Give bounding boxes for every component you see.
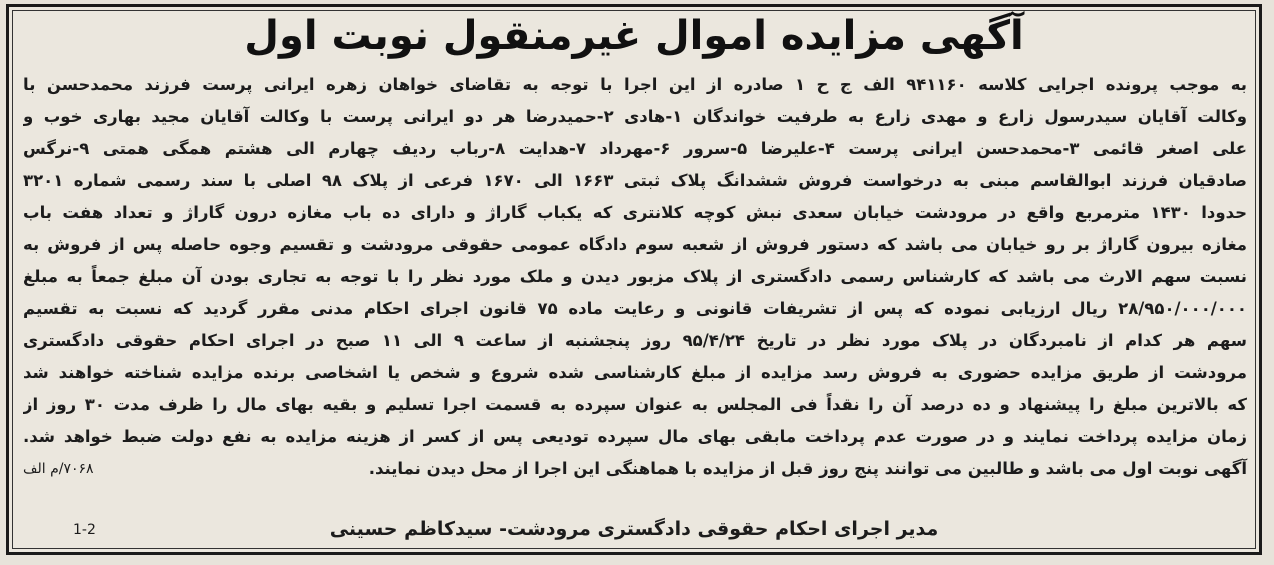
signature-line: مدیر اجرای احکام حقوقی دادگستری مرودشت- سیدکاظم حسینی (329, 518, 939, 540)
body-last-line: آگهی نوبت اول می باشد و طالبین می توانند پنج روز قبل از مزایده با هماهنگی این اجرا از محل دیدن نمایند. (368, 459, 1247, 478)
reference-code: ۷۰۶۸/م الف (23, 461, 94, 477)
body-line: وکالت آقایان سیدرسول زارع و مهدی زارع به طرفیت خواندگان ۱-هادی ۲-حمیدرضا هر دو ایرانی پرست با وکالت آقایان مجید بهاری خوب و (23, 107, 1247, 126)
body-line: ۲۸/۹۵۰/۰۰۰/۰۰۰ ریال ارزیابی نموده که پس از تشریفات قانونی و رعایت ماده ۷۵ قانون اجرای احکام مدنی مقرر گردید که نسبت به تقسیم (23, 299, 1247, 318)
body-line: صادقیان فرزند ابوالقاسم مبنی به درخواست فروش ششدانگ پلاک ثبتی ۱۶۶۳ الی ۱۶۷۰ فرعی از پلاک ۹۸ اصلی با سند رسمی شماره ۳۲۰۱ (23, 171, 1247, 190)
body-line: حدودا ۱۴۳۰ مترمربع واقع در مرودشت خیابان سعدی نبش کوچه کلانتری که یکباب گاراژ و دارای ده باب مغازه درون گاراژ و تعداد هفت باب (23, 203, 1247, 222)
body-line: به موجب پرونده اجرایی کلاسه ۹۴۱۱۶۰ الف ج ح ۱ صادره از این اجرا با توجه به تقاضای خواهان زهره ایرانی پرست فرزند محمدحسن با (23, 75, 1247, 94)
auction-notice (6, 4, 1262, 555)
page-number: 1-2 (73, 522, 96, 538)
body-line: نسبت سهم الارث می باشد که کارشناس رسمی دادگستری از پلاک مزبور دیدن و ملک مورد نظر را با توجه به تجاری بودن آن مبلغ جمعاً به مبلغ (23, 267, 1247, 286)
notice-title: آگهی مزایده اموال غیرمنقول نوبت اول (244, 13, 1024, 59)
body-line: سهم هر کدام از نامبردگان در پلاک مورد نظر در تاریخ ۹۵/۴/۲۴ روز پنجشنبه از ساعت ۹ الی ۱۱ صبح در اجرای احکام حقوقی دادگستری (23, 331, 1247, 350)
body-line: که بالاترین مبلغ را پیشنهاد و ده درصد آن را نقداً فی المجلس به عنوان سپرده به قسمت اجرا تسلیم و بقیه بهای مال را ظرف مدت ۳۰ روز از (23, 395, 1247, 414)
notice-body (23, 69, 1247, 485)
closing-row (23, 453, 1247, 485)
body-line: مرودشت از طریق مزایده حضوری به فروش رسد مزایده از مبلغ کارشناسی شده شروع و شخص یا اشخاصی برنده مزایده شناخته خواهند شد (23, 363, 1247, 382)
body-line: مغازه بیرون گاراژ بر رو خیابان می باشد که دستور فروش از شعبه سوم دادگاه عمومی حقوقی مرودشت و تقسیم وجوه حاصله پس از فروش به (23, 235, 1247, 254)
body-line: زمان مزایده پرداخت نمایند و در صورت عدم پرداخت مابقی بهای مال سپرده تودیعی پس از کسر از هزینه مزایده به نفع دولت ضبط خواهد شد. (23, 427, 1247, 446)
body-line: علی اصغر قائمی ۳-محمدحسن ایرانی پرست ۴-علیرضا ۵-سرور ۶-مهرداد ۷-هدایت ۸-رباب ردیف چهارم الی هشتم همگی همتی ۹-نرگس (23, 139, 1247, 158)
